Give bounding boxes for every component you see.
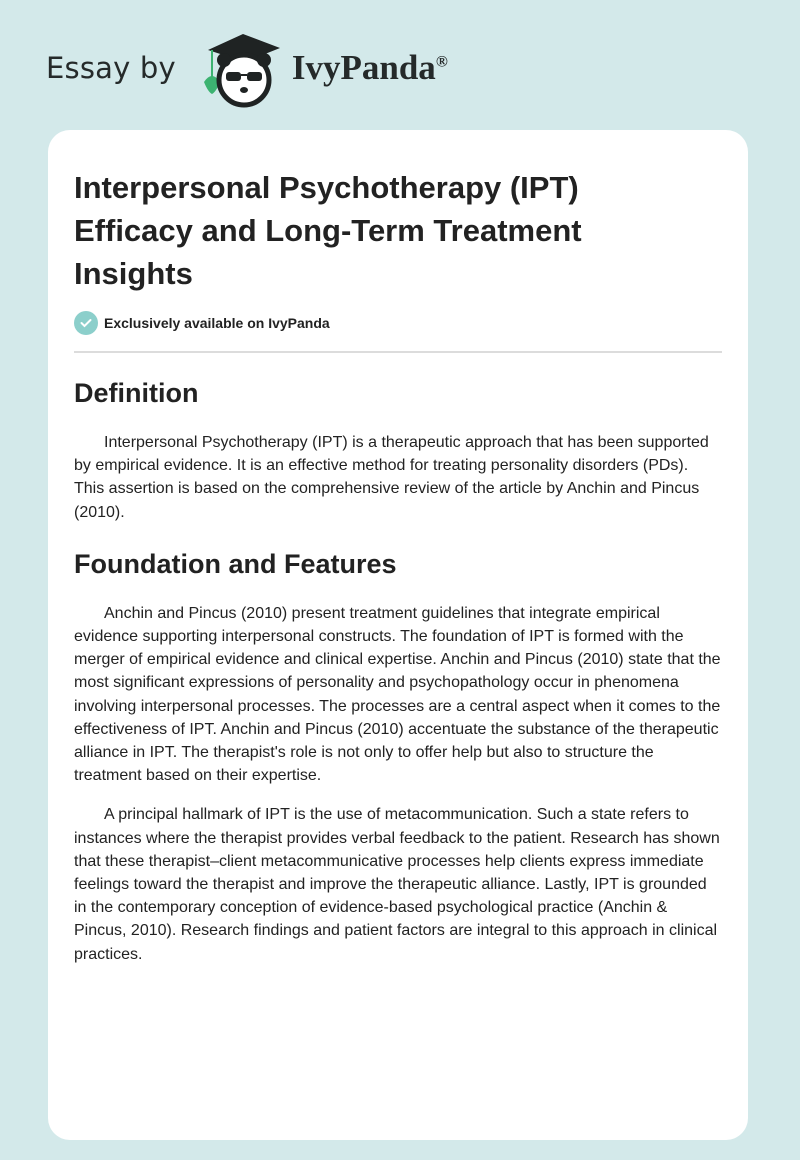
check-circle-icon bbox=[74, 311, 98, 335]
essay-by-label: Essay by bbox=[46, 51, 176, 85]
section-heading-definition: Definition bbox=[74, 378, 199, 408]
divider bbox=[74, 351, 722, 353]
ivypanda-logo-icon[interactable] bbox=[198, 28, 288, 108]
site-header bbox=[46, 28, 448, 108]
exclusive-badge bbox=[74, 311, 722, 335]
paragraph: Interpersonal Psychotherapy (IPT) is a therapeutic approach that has been supported by empirical evidence. It is an effective method for treating personality disorders (PDs). This assertion is based on the comprehensive review of the article by Anchin and Pincus (2010). bbox=[74, 434, 709, 521]
paragraph: A principal hallmark of IPT is the use of metacommunication. Such a state refers to instances where the therapist provides verbal feedback to the patient. Research has shown that these therapist–client metacommunicative processes help clients express immediate feelings toward the therapist and improve the therapeutic alliance. Lastly, IPT is grounded in the contemporary conception of evidence-based psychological practice (Anchin & Pincus, 2010). Research findings and patient factors are integral to this approach in clinical practices. bbox=[74, 806, 720, 963]
paragraph: Anchin and Pincus (2010) present treatment guidelines that integrate empirical evidence supporting interpersonal constructs. The foundation of IPT is formed with the merger of empirical evidence and clinical expertise. Anchin and Pincus (2010) state that the most significant expressions of personality and psychopathology occur in phenomena involving interpersonal processes. The processes are a central aspect when it comes to the effectiveness of IPT. Anchin and Pincus (2010) accentuate the substance of the therapeutic alliance in IPT. The therapist's role is not only to offer help but also to structure the treatment based on their expertise. bbox=[74, 604, 721, 785]
essay-card bbox=[48, 130, 748, 1140]
brand-name[interactable] bbox=[292, 48, 448, 88]
section-heading-foundation: Foundation and Features bbox=[74, 548, 397, 579]
badge-text: Exclusively available on IvyPanda bbox=[104, 315, 330, 331]
brand-text: IvyPanda bbox=[291, 48, 436, 87]
registered-mark: ® bbox=[435, 53, 448, 71]
page-title: Interpersonal Psychotherapy (IPT) Efficacy and Long-Term Treatment Insights bbox=[74, 170, 582, 291]
